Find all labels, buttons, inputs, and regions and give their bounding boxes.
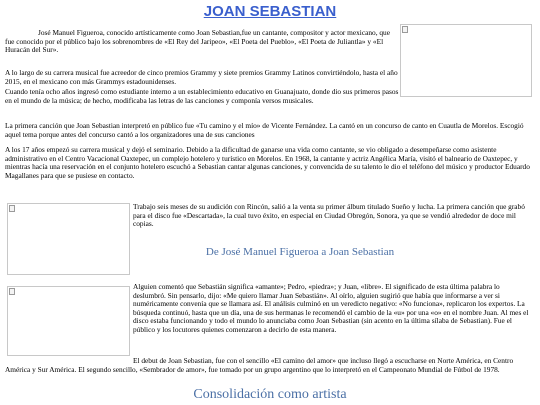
paragraph-intro: José Manuel Figueroa, conocido artísticamente como Joan Sebastian,fue un cantante, compositor y actor mexicano, que fue conocido por el público bajo los sobrenombres de «El Rey del Jaripeo», «El Poeta del Pueblo», «El Poeta de Juliantla» y «El Huracán del Sur». [5,28,390,54]
paragraph-first-album: Trabajo seis meses de su audición con Rincón, salió a la venta su primer álbum titulado Sueño y lucha. La primera canción que grabó para el disco fue «Descartada», la cual tuvo éxito, en especial en Ciudad Obregón, Sonora, ya que se vendió alrededor de doce mil copias. [133,202,525,228]
image-placeholder-3 [7,286,130,356]
section-heading-consolidation: Consolidación como artista [193,387,347,402]
broken-image-icon [9,288,15,295]
broken-image-icon [9,205,15,212]
broken-image-icon [402,26,408,33]
section-heading-name-change: De José Manuel Figueroa a Joan Sebastian [205,246,395,258]
page-title[interactable]: JOAN SEBASTIAN [203,3,337,20]
paragraph-childhood: Cuando tenía ocho años ingresó como estudiante interno a un establecimiento educativo en Guanajuato, donde dio sus primeros pasos en el mundo de la música; de hecho, modificaba las letras de las canciones y componía versos musicales. [5,87,399,105]
paragraph-grammys: A lo largo de su carrera musical fue acreedor de cinco premios Grammy y siete premios Grammy Latinos convirtiéndolo, hasta el año 2015, en el mexicano con más Grammys estadounidenses. [5,68,398,86]
paragraph-first-song: La primera canción que Joan Sebastian interpretó en público fue «Tu camino y el mío» de Vicente Fernández. La cantó en un concurso de canto en Cuautla de Morelos. Escogió aquel tema porque antes del concurso cantó a los organizadores una de sus canciones [5,121,524,139]
paragraph-debut: El debut de Joan Sebastian, fue con el sencillo «El camino del amor» que incluso llegó a escucharse en Norte América, en Centro América y Sur América. El segundo sencillo, «Sembrador de amor», fue tomado por un grupo argentino que lo interpretó en el Campeonato Mundial de Fútbol de 1978. [5,356,514,374]
paragraph-career-start: A los 17 años empezó su carrera musical y dejó el seminario. Debido a la dificultad de ganarse una vida como cantante, se vio obligado a desempeñarse como asistente administrativo en el Centro Vacacional Oaxtepec, un complejo hotelero y turístico en Morelos. En 1968, la cantante y actriz Angélica María, visitó el balneario de Oaxtepec, y mientras hacía una reservación en el conjunto hotelero escuchó a Sebastian cantar algunas canciones, y convencida de su talento le dio el teléfono del músico y productor Eduardo Magallanes para que se pusiese en contacto. [5,145,530,180]
paragraph-name-meaning: Alguien comentó que Sebastián significa «amante»; Pedro, «piedra»; y Juan, «libre». El significado de esta última palabra lo deslumbró. Sin pensarlo, dijo: «Me quiero llamar Juan Sebastián». Al oírlo, alguien sugirió que había que informarse a ver si numéricamente convenía que se llamara así. El análisis culminó en un veredicto negativo: «No funciona», replicaron los expertos. La búsqueda continuó, hasta que un día, una de sus hermanas le recomendó el cambio de la «u» por una «o» en el nombre Juan. Al mes el disco estaba funcionando y todo el mundo lo anunciaba como Joan Sebastian (sin acento en la última sílaba de Sebastian). Fue el público y los locutores quienes comenzaron a decirlo de esta manera. [133,282,529,334]
image-placeholder-1 [400,24,532,97]
image-placeholder-2 [7,203,130,275]
